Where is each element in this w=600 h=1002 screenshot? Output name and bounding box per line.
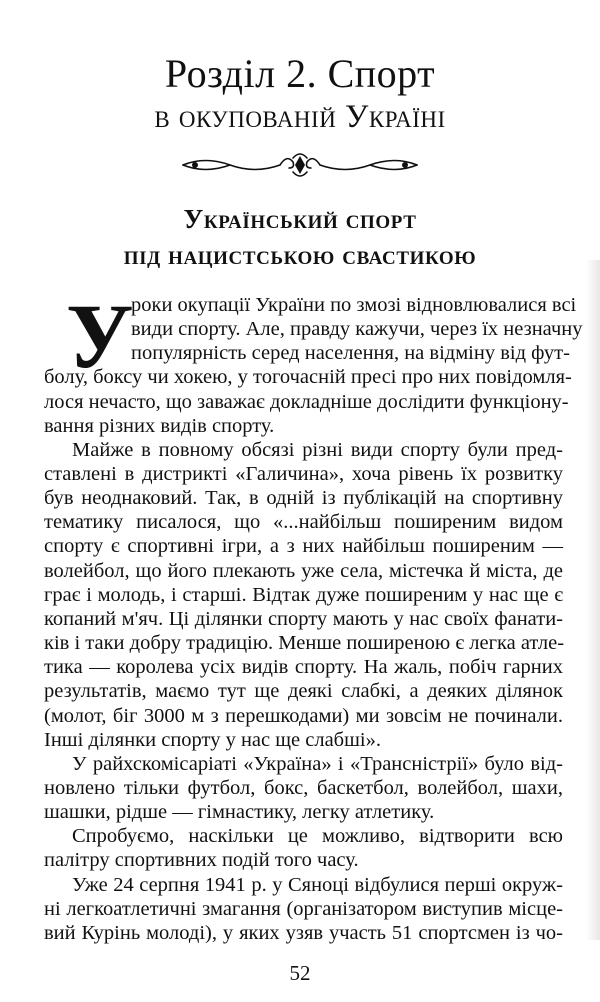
text-line: популярність серед населення, на відміну від фут-	[131, 342, 570, 365]
section-title-line-2: під нацистською свастикою	[123, 240, 477, 270]
text-line: роки окупації України по змозі відновлювалися всі	[131, 294, 577, 316]
text-line: грає і молодь, і старші. Відтак дуже поширеним у нас ще є	[44, 583, 563, 606]
text-line: (молот, біг 3000 м з перешкодами) ми зовсім не починали.	[44, 704, 563, 727]
text-line: вий Курінь молоді), у яких узяв участь 51 спортсмен із чо-	[44, 921, 563, 944]
page-number: 52	[289, 961, 311, 985]
chapter-title-line-2: в окупованій Україні	[154, 99, 446, 135]
text-line: болу, боксу чи хокею, у тогочасній пресі про них повідомля-	[44, 366, 572, 389]
text-line: шашки, рідше — гімнастику, легку атлетику.	[44, 801, 435, 824]
drop-cap: У	[66, 285, 134, 387]
text-line: палітру спортивних подій того часу.	[44, 849, 359, 872]
text-line: види спорту. Але, правду кажучи, через їх незначну	[131, 318, 583, 341]
text-line: ні легкоатлетичні змагання (організатором виступив місце-	[44, 897, 563, 920]
text-line: Майже в повному обсязі різні види спорту були пред-	[72, 438, 563, 461]
text-line: ків і таки добру традицію. Менше поширеною є легка атле-	[44, 632, 565, 655]
section-title-line-1: Український спорт	[183, 204, 417, 234]
text-line: результатів, маємо тут ще деякі слабкі, а деяких ділянок	[44, 680, 563, 703]
text-line: лося нечасто, що заважає докладніше дослідити функціону-	[44, 390, 569, 413]
text-line: У райхскомісаріаті «Україна» і «Трансністрії» було від-	[72, 752, 563, 775]
text-line: копаний м'яч. Ці ділянки спорту мають у нас своїх фанати-	[44, 607, 563, 630]
page-edge-shadow	[586, 260, 600, 940]
text-line: волейбол, що його плекають уже села, містечка й міста, де	[44, 559, 563, 582]
text-line: тика — королева усіх видів спорту. На жаль, побіч гарних	[44, 656, 563, 679]
text-line: новлено тільки футбол, бокс, баскетбол, волейбол, шахи,	[44, 776, 563, 799]
decorative-ornament-icon	[175, 148, 425, 182]
text-line: був неоднаковий. Так, в одній із публікацій на спортивну	[44, 487, 563, 510]
text-line: тематику писалося, що «...найбільш поширеним видом	[44, 511, 563, 534]
text-line: ставлені в дистрикті «Галичина», хоча рівень їх розвитку	[44, 463, 563, 486]
text-line: вання різних видів спорту.	[44, 414, 275, 437]
text-line: Інші ділянки спорту у нас ще слабші».	[44, 728, 381, 751]
text-line: Спробуємо, наскільки це можливо, відтворити всю	[72, 825, 563, 848]
chapter-title-line-1: Розділ 2. Спорт	[164, 51, 436, 96]
text-line: спорту є спортивні ігри, а з них найбільш поширеним —	[44, 535, 563, 558]
text-line: Уже 24 серпня 1941 р. у Сяноці відбулися перші окруж-	[72, 873, 563, 896]
